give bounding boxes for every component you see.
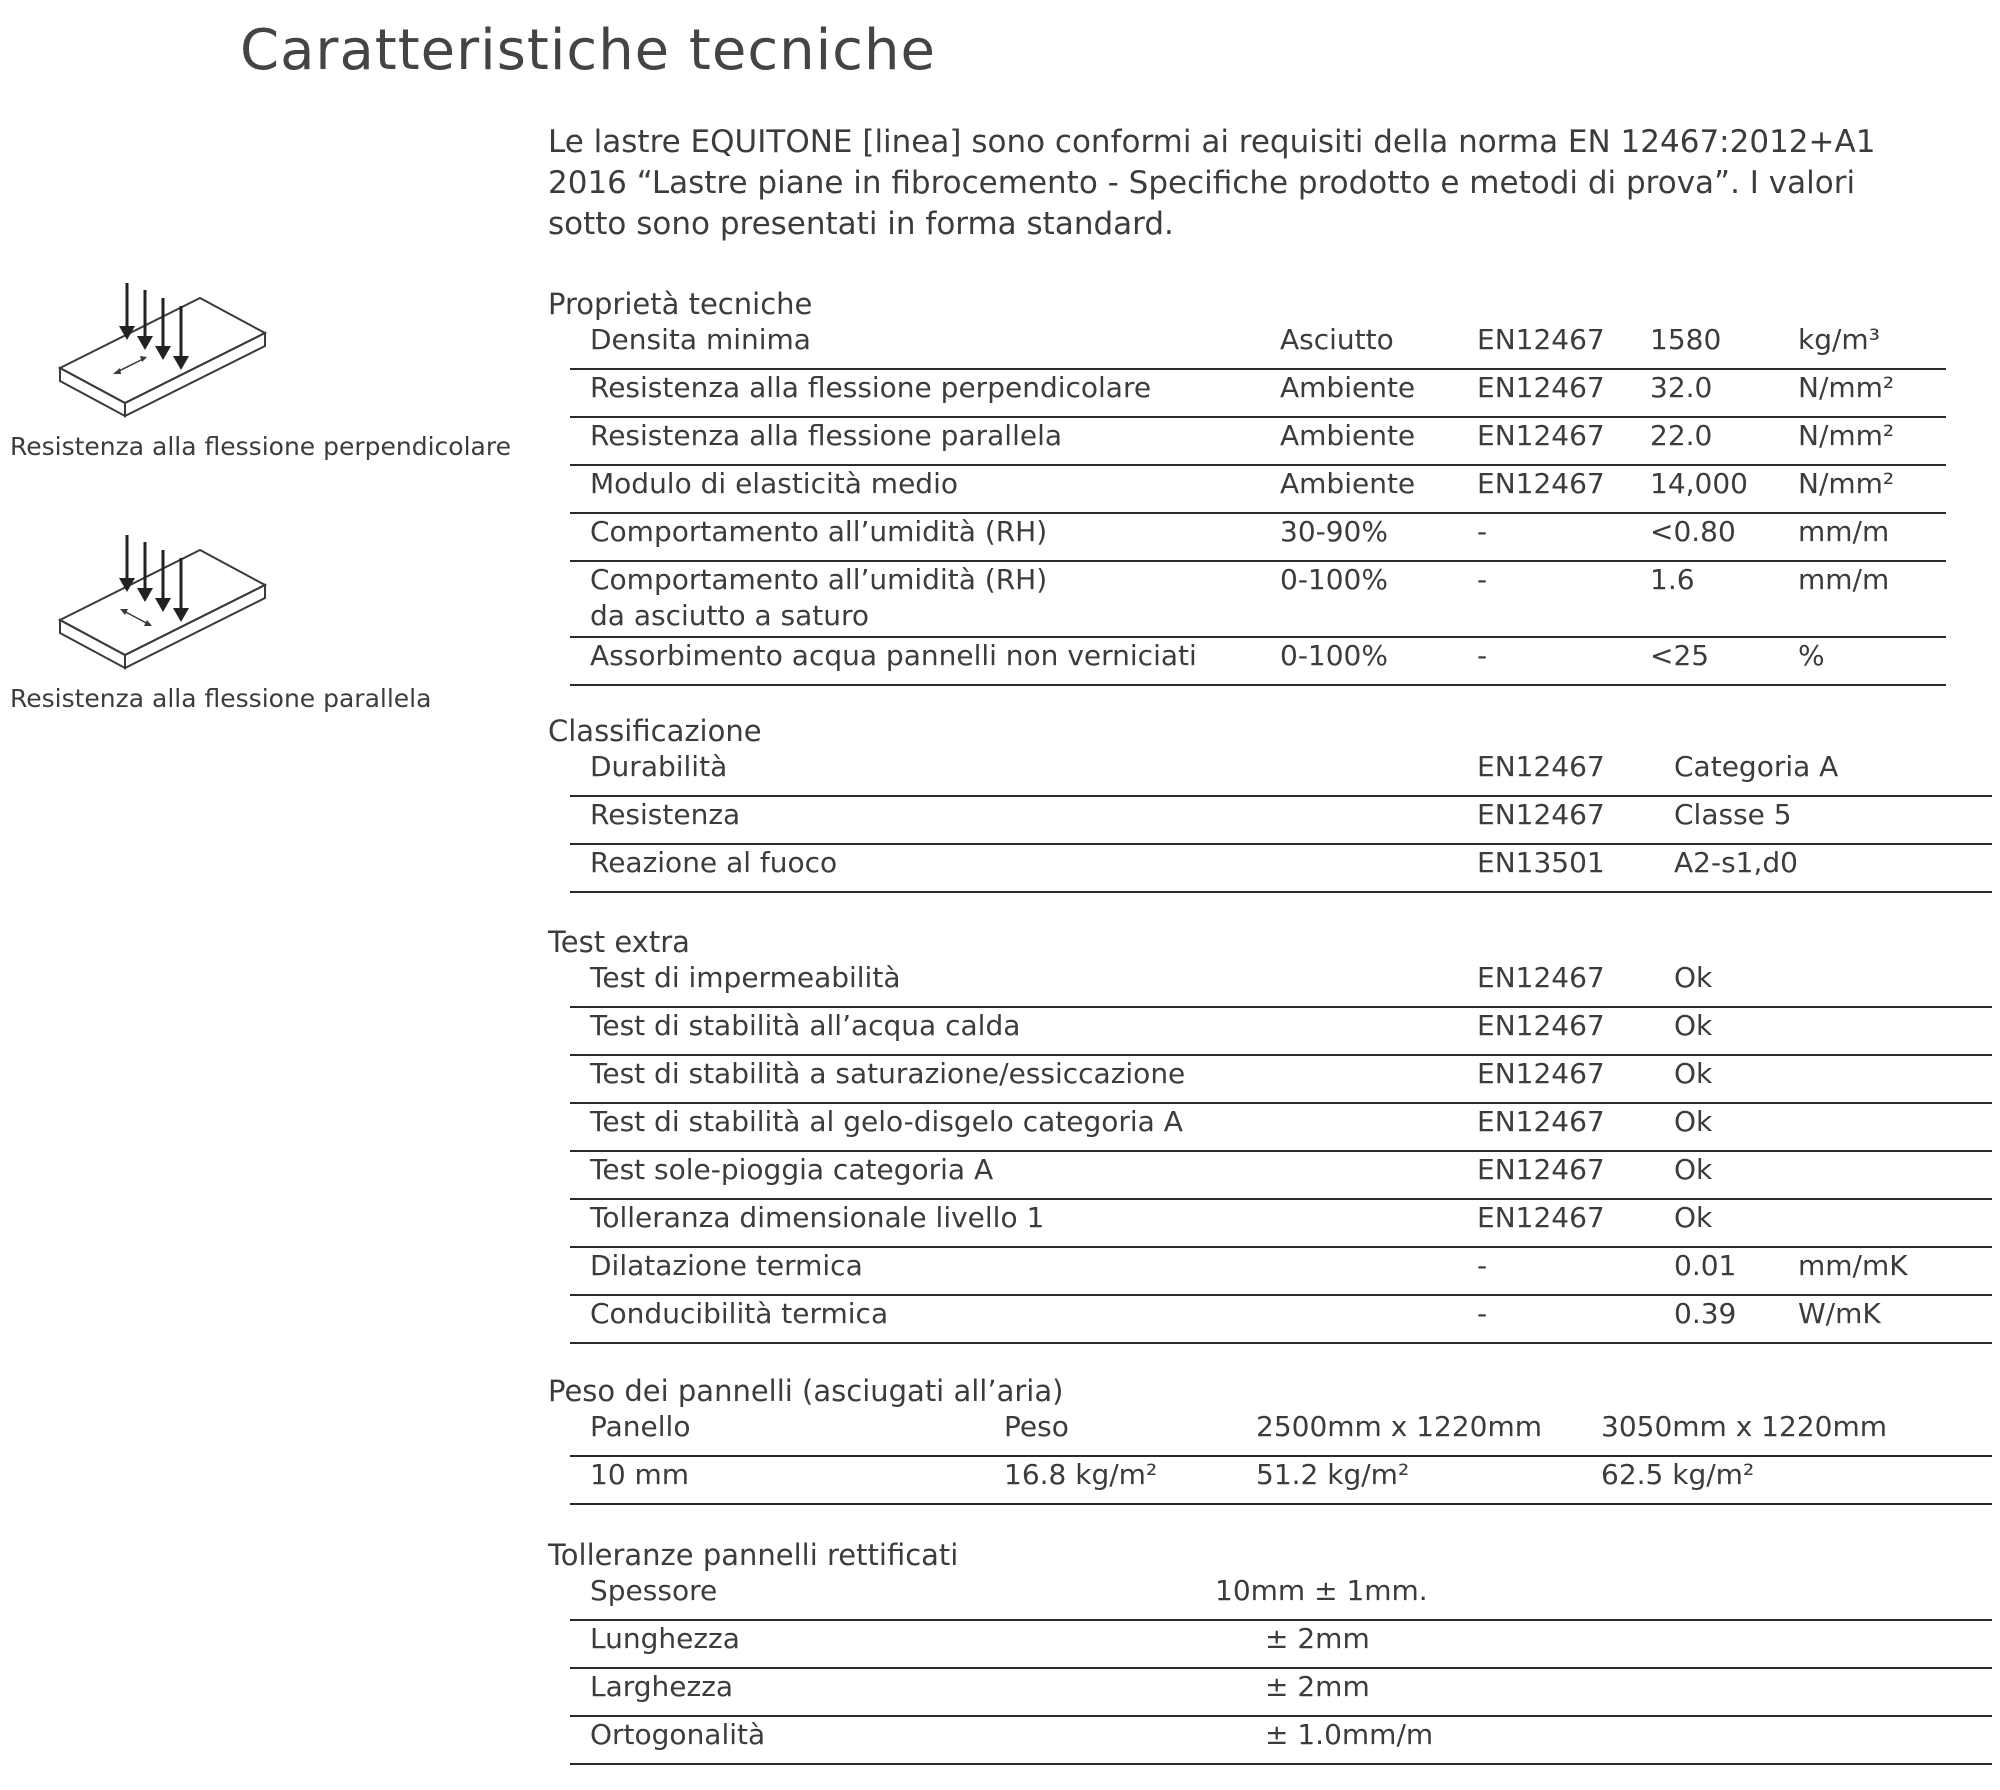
property-cell: Assorbimento acqua pannelli non verniciati: [590, 639, 1197, 672]
table-header-row: [570, 1409, 1992, 1457]
technical-table: [548, 322, 1946, 686]
unit-cell: kg/m³: [1798, 323, 1880, 356]
value-cell: <25: [1650, 639, 1710, 672]
property-cell: Test di stabilità a saturazione/essiccazione: [590, 1057, 1186, 1090]
norm-cell: EN13501: [1477, 846, 1605, 879]
tolerances-table: [548, 1573, 1992, 1765]
norm-cell: EN12467: [1477, 750, 1605, 783]
technical-properties-section: [548, 286, 1946, 686]
value-cell: Ok: [1674, 1201, 1713, 1234]
property-cell: Lunghezza: [590, 1622, 740, 1655]
value-cell: Ok: [1674, 1105, 1713, 1138]
extra-tests-table: [548, 960, 1992, 1344]
condition-cell: Ambiente: [1280, 419, 1416, 452]
norm-cell: EN12467: [1477, 1153, 1605, 1186]
table-row: [570, 1008, 1992, 1056]
table-row: [570, 1056, 1992, 1104]
table-row: [570, 514, 1946, 562]
value-cell: 1.6: [1650, 563, 1695, 596]
figure-caption: Resistenza alla flessione perpendicolare: [10, 432, 511, 461]
section-title: Proprietà tecniche: [548, 287, 813, 321]
value-cell: 0.01: [1674, 1249, 1737, 1282]
property-cell: Larghezza: [590, 1670, 734, 1703]
property-cell: Test di impermeabilità: [590, 961, 901, 994]
norm-cell: EN12467: [1477, 1105, 1605, 1138]
panel-weight-section: [548, 1373, 1992, 1505]
section-title: Peso dei pannelli (asciugati all’aria): [548, 1374, 1064, 1408]
classification-table: [548, 749, 1992, 893]
norm-cell: -: [1477, 1249, 1488, 1282]
property-cell: Comportamento all’umidità (RH): [590, 515, 1048, 548]
norm-cell: -: [1477, 639, 1488, 672]
table-row: [570, 1669, 1992, 1717]
table-row: [570, 638, 1946, 686]
table-row: [570, 845, 1992, 893]
table-row: [570, 797, 1992, 845]
norm-cell: EN12467: [1477, 467, 1605, 500]
property-cell: Durabilità: [590, 750, 728, 783]
unit-cell: %: [1798, 639, 1825, 672]
table-row: [570, 960, 1992, 1008]
property-cell: Tolleranza dimensionale livello 1: [590, 1201, 1045, 1234]
norm-cell: EN12467: [1477, 1201, 1605, 1234]
condition-cell: 0-100%: [1280, 639, 1388, 672]
classification-section: [548, 713, 1992, 893]
table-row: [570, 1248, 1992, 1296]
table-row: [570, 562, 1946, 638]
table-row: [570, 1104, 1992, 1152]
weight-2500-cell: 51.2 kg/m²: [1256, 1458, 1410, 1491]
value-cell: ± 2mm: [1265, 1622, 1370, 1655]
section-title: Test extra: [548, 925, 690, 959]
norm-cell: EN12467: [1477, 798, 1605, 831]
norm-cell: -: [1477, 563, 1488, 596]
unit-cell: mm/m: [1798, 515, 1890, 548]
property-cell: Conducibilità termica: [590, 1297, 889, 1330]
table-row: [570, 1621, 1992, 1669]
property-cell: Comportamento all’umidità (RH): [590, 563, 1048, 596]
table-row: [570, 1296, 1992, 1344]
value-cell: Ok: [1674, 1009, 1713, 1042]
table-row: [570, 1152, 1992, 1200]
weight-3050-cell: 62.5 kg/m²: [1601, 1458, 1755, 1491]
figure-caption: Resistenza alla flessione parallela: [10, 684, 432, 713]
property-cell: Test di stabilità all’acqua calda: [590, 1009, 1021, 1042]
panel-perpendicular-load-icon: [10, 278, 280, 428]
tolerances-section: [548, 1537, 1992, 1765]
panel-cell: 10 mm: [590, 1458, 690, 1491]
condition-cell: Asciutto: [1280, 323, 1394, 356]
value-cell: ± 1.0mm/m: [1265, 1718, 1434, 1751]
value-cell: A2-s1,d0: [1674, 846, 1798, 879]
condition-cell: Ambiente: [1280, 467, 1416, 500]
column-header: 3050mm x 1220mm: [1601, 1410, 1887, 1443]
unit-cell: mm/mK: [1798, 1249, 1908, 1282]
value-cell: Categoria A: [1674, 750, 1839, 783]
condition-cell: 0-100%: [1280, 563, 1388, 596]
norm-cell: EN12467: [1477, 1057, 1605, 1090]
value-cell: 32.0: [1650, 371, 1713, 404]
figure-parallel: [10, 530, 431, 713]
unit-cell: N/mm²: [1798, 419, 1895, 452]
table-row: [570, 1200, 1992, 1248]
section-title: Classificazione: [548, 714, 762, 748]
panel-weight-table: [548, 1409, 1992, 1505]
norm-cell: -: [1477, 1297, 1488, 1330]
value-cell: Ok: [1674, 961, 1713, 994]
table-row: [570, 1457, 1992, 1505]
value-cell: <0.80: [1650, 515, 1736, 548]
value-cell: 14,000: [1650, 467, 1748, 500]
value-cell: 1580: [1650, 323, 1722, 356]
value-cell: Classe 5: [1674, 798, 1792, 831]
norm-cell: EN12467: [1477, 961, 1605, 994]
property-cell: Resistenza: [590, 798, 741, 831]
table-row: [570, 1717, 1992, 1765]
norm-cell: EN12467: [1477, 1009, 1605, 1042]
property-cell: Densita minima: [590, 323, 811, 356]
column-header: Peso: [1004, 1410, 1069, 1443]
table-row: [570, 322, 1946, 370]
condition-cell: 30-90%: [1280, 515, 1388, 548]
property-cell-line2: da asciutto a saturo: [590, 599, 870, 632]
property-cell: Resistenza alla flessione parallela: [590, 419, 1063, 452]
norm-cell: EN12467: [1477, 371, 1605, 404]
property-cell: Ortogonalità: [590, 1718, 766, 1751]
property-cell: Dilatazione termica: [590, 1249, 863, 1282]
value-cell: Ok: [1674, 1153, 1713, 1186]
value-cell: Ok: [1674, 1057, 1713, 1090]
condition-cell: Ambiente: [1280, 371, 1416, 404]
page-title: Caratteristiche tecniche: [240, 18, 936, 83]
extra-tests-section: [548, 924, 1992, 1344]
property-cell: Modulo di elasticità medio: [590, 467, 958, 500]
unit-cell: N/mm²: [1798, 371, 1895, 404]
norm-cell: EN12467: [1477, 323, 1605, 356]
unit-cell: W/mK: [1798, 1297, 1881, 1330]
table-row: [570, 1573, 1992, 1621]
table-row: [570, 418, 1946, 466]
value-cell: ± 2mm: [1265, 1670, 1370, 1703]
unit-cell: mm/m: [1798, 563, 1890, 596]
value-cell: 0.39: [1674, 1297, 1737, 1330]
table-row: [570, 370, 1946, 418]
weight-cell: 16.8 kg/m²: [1004, 1458, 1158, 1491]
property-cell: Reazione al fuoco: [590, 846, 838, 879]
figure-perpendicular: [10, 278, 511, 461]
property-cell: Spessore: [590, 1574, 718, 1607]
norm-cell: EN12467: [1477, 419, 1605, 452]
intro-paragraph: Le lastre EQUITONE [linea] sono conformi ai requisiti della norma EN 12467:2012+A1 2016 “Lastre piane in fibrocemento - Specifiche prodotto e metodi di prova”. I valori sotto sono presentati in forma standard.: [548, 124, 1876, 242]
value-cell: 22.0: [1650, 419, 1713, 452]
property-cell: Test di stabilità al gelo-disgelo categoria A: [590, 1105, 1183, 1138]
value-cell: 10mm ± 1mm.: [1215, 1574, 1428, 1607]
panel-parallel-load-icon: [10, 530, 280, 680]
norm-cell: -: [1477, 515, 1488, 548]
unit-cell: N/mm²: [1798, 467, 1895, 500]
property-cell: Test sole-pioggia categoria A: [590, 1153, 994, 1186]
table-row: [570, 749, 1992, 797]
column-header: Panello: [590, 1410, 691, 1443]
column-header: 2500mm x 1220mm: [1256, 1410, 1542, 1443]
section-title: Tolleranze pannelli rettificati: [548, 1538, 959, 1572]
table-row: [570, 466, 1946, 514]
property-cell: Resistenza alla flessione perpendicolare: [590, 371, 1152, 404]
